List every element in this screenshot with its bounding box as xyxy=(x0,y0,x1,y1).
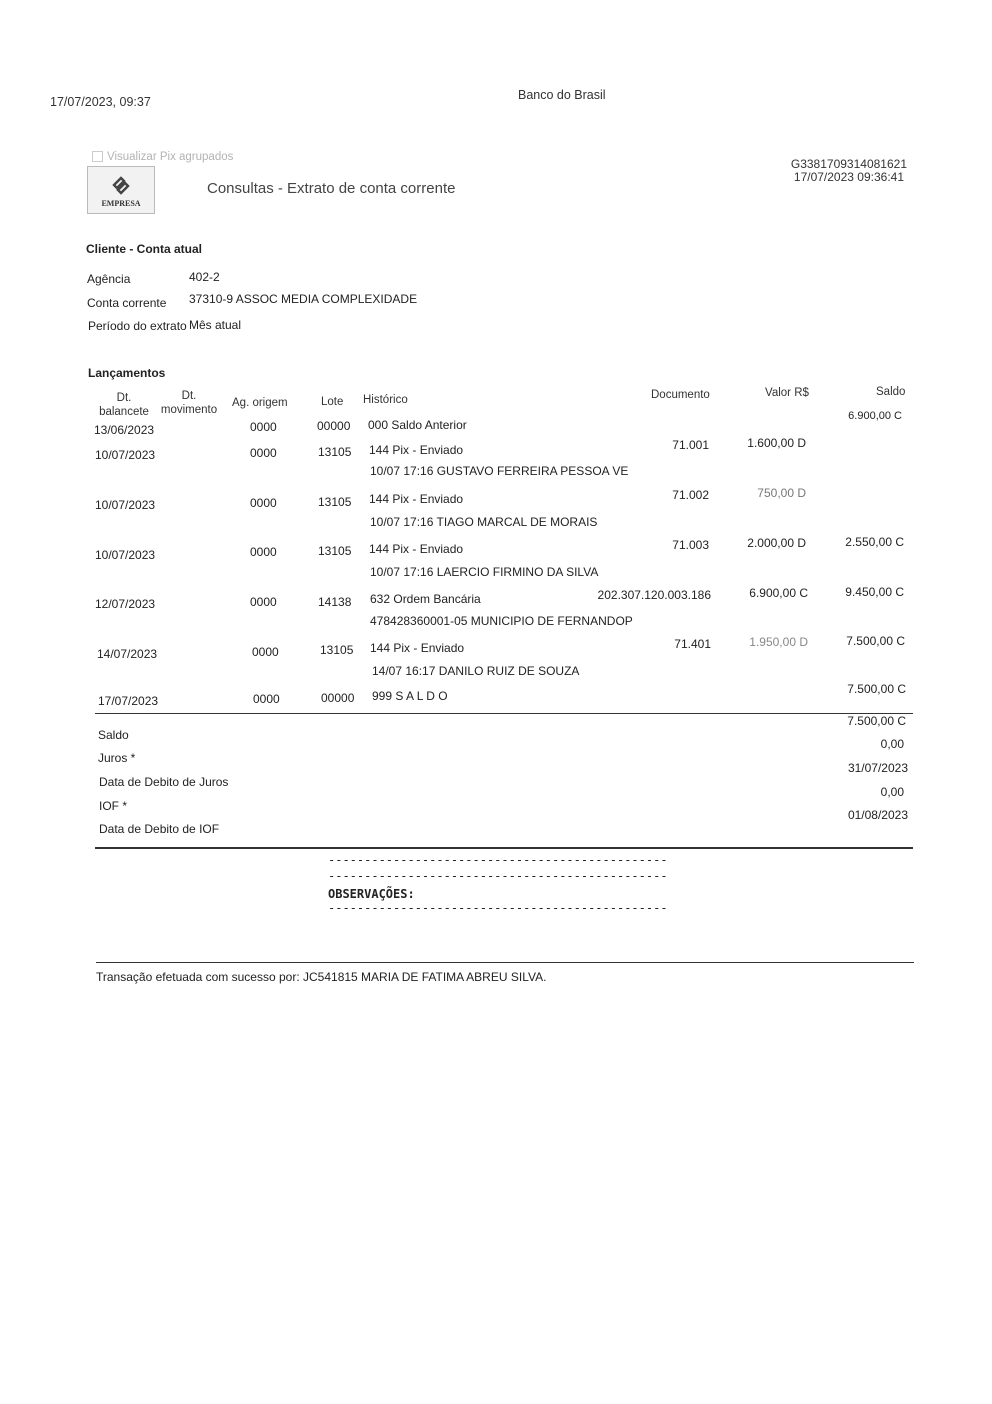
row-lote: 13105 xyxy=(318,544,352,558)
obs-dash-line-3: ----------------------------------------------- xyxy=(328,901,668,915)
footer-transaction-text: Transação efetuada com sucesso por: JC541815 MARIA DE FATIMA ABREU SILVA. xyxy=(96,970,547,984)
col-dt-movimento-line1: Dt. xyxy=(181,390,197,402)
pix-grouped-label: Visualizar Pix agrupados xyxy=(107,151,234,163)
col-historico: Histórico xyxy=(363,394,408,406)
bank-logo xyxy=(87,166,155,214)
checkbox-icon[interactable] xyxy=(92,151,103,162)
logo-text: EMPRESA xyxy=(101,199,141,208)
page-title: Consultas - Extrato de conta corrente xyxy=(207,180,456,197)
row-valor: 750,00 D xyxy=(757,486,806,500)
row-date: 10/07/2023 xyxy=(95,548,156,562)
footer-divider xyxy=(96,962,914,963)
summary-iof-label: IOF * xyxy=(99,799,128,813)
row-lote: 00000 xyxy=(321,691,355,705)
obs-dash-line-1: ----------------------------------------------- xyxy=(328,853,668,867)
row-detail: 10/07 17:16 GUSTAVO FERREIRA PESSOA VE xyxy=(370,464,629,478)
summary-iof-value: 0,00 xyxy=(880,785,904,799)
row-lote: 13105 xyxy=(318,495,352,509)
summary-data-juros-value: 31/07/2023 xyxy=(847,761,908,775)
row-historico: 632 Ordem Bancária xyxy=(370,592,481,606)
row-documento: 71.401 xyxy=(674,637,711,651)
summary-divider xyxy=(95,847,913,849)
agencia-value: 402-2 xyxy=(189,270,220,284)
row-ag: 0000 xyxy=(250,446,277,460)
col-dt-movimento xyxy=(158,389,220,417)
row-historico: 999 S A L D O xyxy=(372,689,448,703)
row-lote: 00000 xyxy=(317,419,351,433)
row-historico: 144 Pix - Enviado xyxy=(370,641,465,655)
conta-value: 37310-9 ASSOC MEDIA COMPLEXIDADE xyxy=(189,292,418,306)
row-detail: 14/07 16:17 DANILO RUIZ DE SOUZA xyxy=(372,664,580,678)
periodo-value: Mês atual xyxy=(189,318,242,332)
row-date: 12/07/2023 xyxy=(95,597,156,611)
row-documento: 71.002 xyxy=(672,488,709,502)
row-saldo: 7.500,00 C xyxy=(847,682,906,696)
row-lote: 13105 xyxy=(320,643,354,657)
row-historico: 144 Pix - Enviado xyxy=(369,542,464,556)
row-date: 10/07/2023 xyxy=(95,498,156,512)
row-historico: 000 Saldo Anterior xyxy=(368,418,467,432)
row-ag: 0000 xyxy=(250,595,277,609)
summary-data-iof-label: Data de Debito de IOF xyxy=(99,822,220,836)
print-datetime: 17/07/2023, 09:37 xyxy=(50,95,151,109)
pix-grouped-toggle[interactable] xyxy=(92,151,233,163)
col-dt-movimento-line2: movimento xyxy=(160,404,218,416)
obs-label: OBSERVAÇÕES: xyxy=(328,887,415,901)
row-ag: 0000 xyxy=(250,496,277,510)
row-ag: 0000 xyxy=(250,545,277,559)
row-detail: 10/07 17:16 LAERCIO FIRMINO DA SILVA xyxy=(370,565,599,579)
col-dt-balancete-line1: Dt. xyxy=(116,392,132,404)
row-lote: 13105 xyxy=(318,445,352,459)
col-documento: Documento xyxy=(651,389,710,401)
bb-logo-icon xyxy=(110,173,132,195)
row-detail: 478428360001-05 MUNICIPIO DE FERNANDOP xyxy=(370,614,633,628)
row-date: 13/06/2023 xyxy=(94,423,155,437)
row-ag: 0000 xyxy=(250,420,277,434)
row-documento: 71.001 xyxy=(672,438,709,452)
col-ag-origem: Ag. origem xyxy=(232,397,288,409)
col-valor: Valor R$ xyxy=(765,387,809,399)
col-lote: Lote xyxy=(321,396,344,408)
periodo-label: Período do extrato xyxy=(88,319,187,333)
summary-juros-label: Juros * xyxy=(98,751,136,765)
row-saldo: 7.500,00 C xyxy=(846,634,905,648)
row-lote: 14138 xyxy=(318,595,352,609)
obs-dash-line-2: ----------------------------------------------- xyxy=(328,869,668,883)
col-saldo: Saldo xyxy=(876,386,906,398)
row-ag: 0000 xyxy=(253,692,280,706)
lancamentos-title: Lançamentos xyxy=(88,366,166,380)
row-saldo: 9.450,00 C xyxy=(845,585,904,599)
row-historico: 144 Pix - Enviado xyxy=(369,492,464,506)
row-valor: 6.900,00 C xyxy=(749,586,808,600)
row-saldo: 2.550,00 C xyxy=(845,535,904,549)
row-ag: 0000 xyxy=(252,645,279,659)
row-saldo: 6.900,00 C xyxy=(848,410,902,422)
row-valor: 1.600,00 D xyxy=(747,436,806,450)
row-documento: 202.307.120.003.186 xyxy=(597,588,711,602)
col-dt-balancete xyxy=(96,391,152,419)
site-title: Banco do Brasil xyxy=(518,88,606,102)
auth-code: G3381709314081621 xyxy=(790,157,907,171)
summary-juros-value: 0,00 xyxy=(880,737,904,751)
row-historico: 144 Pix - Enviado xyxy=(369,443,464,457)
summary-data-juros-label: Data de Debito de Juros xyxy=(99,775,229,789)
summary-saldo-label: Saldo xyxy=(98,728,129,742)
row-date: 14/07/2023 xyxy=(97,647,158,661)
table-divider xyxy=(95,713,913,714)
row-valor: 2.000,00 D xyxy=(747,536,806,550)
row-documento: 71.003 xyxy=(672,538,709,552)
summary-data-iof-value: 01/08/2023 xyxy=(847,808,908,822)
client-section-title: Cliente - Conta atual xyxy=(86,242,203,256)
conta-label: Conta corrente xyxy=(87,296,167,310)
row-detail: 10/07 17:16 TIAGO MARCAL DE MORAIS xyxy=(370,515,598,529)
row-date: 17/07/2023 xyxy=(98,694,159,708)
auth-datetime: 17/07/2023 09:36:41 xyxy=(793,170,904,184)
row-valor: 1.950,00 D xyxy=(749,635,808,649)
row-date: 10/07/2023 xyxy=(95,448,156,462)
agencia-label: Agência xyxy=(87,272,131,286)
col-dt-balancete-line2: balancete xyxy=(99,406,149,418)
summary-saldo-value: 7.500,00 C xyxy=(847,714,906,728)
